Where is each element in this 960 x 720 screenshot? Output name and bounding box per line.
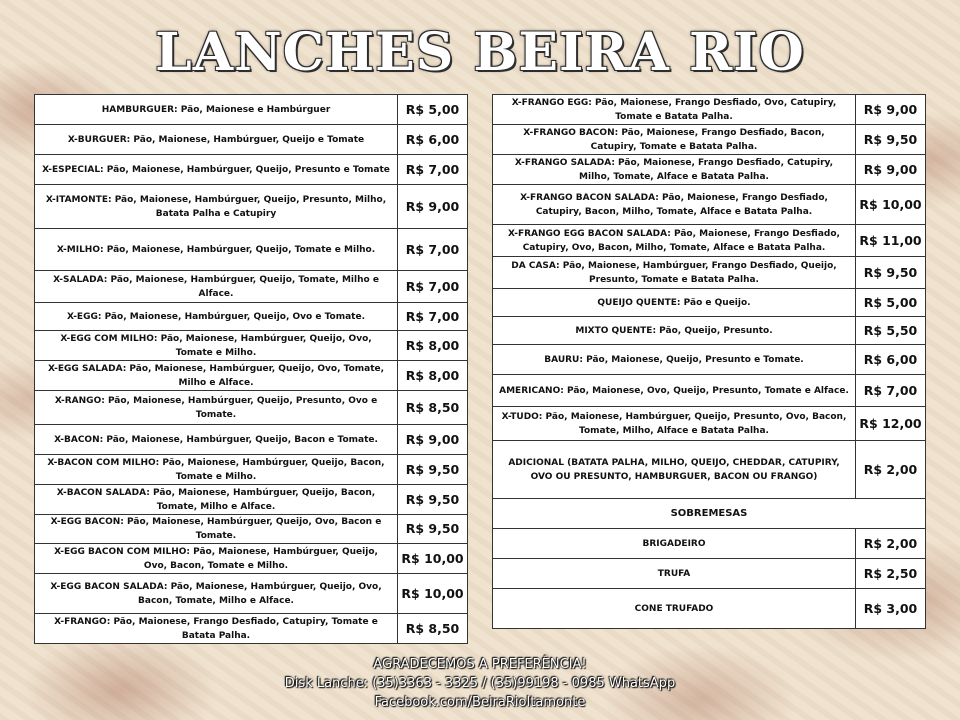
item-description: X-SALADA: Pão, Maionese, Hambúrguer, Queijo, Tomate, Milho e Alface. (35, 271, 398, 303)
page-title: LANCHES BEIRA RIO (155, 22, 805, 83)
item-price: R$ 8,00 (398, 331, 468, 361)
menu-item-row (35, 185, 468, 229)
menu-item-row (35, 331, 468, 361)
item-price: R$ 9,50 (398, 455, 468, 485)
item-description: TRUFA (493, 559, 856, 589)
item-description: X-EGG COM MILHO: Pão, Maionese, Hambúrguer, Queijo, Ovo, Tomate e Milho. (35, 331, 398, 361)
item-description: X-MILHO: Pão, Maionese, Hambúrguer, Queijo, Tomate e Milho. (35, 229, 398, 271)
menu-item-row (493, 375, 926, 407)
footer-thanks: AGRADECEMOS A PREFERÊNCIA! (373, 657, 587, 672)
item-description: X-EGG BACON: Pão, Maionese, Hambúrguer, Queijo, Ovo, Bacon e Tomate. (35, 515, 398, 544)
item-description: X-FRANGO EGG BACON SALADA: Pão, Maionese, Frango Desfiado, Catupiry, Ovo, Bacon, Milho, Tomate, Alface e Batata Palha. (493, 225, 856, 257)
menu-item-row (493, 589, 926, 629)
footer-phone: Disk Lanche: (35)3363 - 3325 / (35)99198 - 0985 WhatsApp (284, 676, 676, 691)
menu-item-row (35, 614, 468, 644)
desserts-header: SOBREMESAS (493, 499, 926, 529)
item-price: R$ 9,00 (856, 155, 926, 185)
item-description: X-BACON COM MILHO: Pão, Maionese, Hambúrguer, Queijo, Bacon, Tomate e Milho. (35, 455, 398, 485)
item-description: X-FRANGO BACON: Pão, Maionese, Frango Desfiado, Bacon, Catupiry, Tomate e Batata Palha. (493, 125, 856, 155)
item-description: X-BACON: Pão, Maionese, Hambúrguer, Queijo, Bacon e Tomate. (35, 425, 398, 455)
item-description: ADICIONAL (BATATA PALHA, MILHO, QUEIJO, CHEDDAR, CATUPIRY, OVO OU PRESUNTO, HAMBURGUER, BACON OU FRANGO) (493, 441, 856, 499)
item-price: R$ 5,00 (398, 95, 468, 125)
item-price: R$ 9,00 (398, 185, 468, 229)
menu-item-row (35, 425, 468, 455)
item-price: R$ 7,00 (398, 271, 468, 303)
item-price: R$ 10,00 (856, 185, 926, 225)
desserts-section-row (493, 499, 926, 529)
item-price: R$ 7,00 (398, 155, 468, 185)
item-description: X-EGG: Pão, Maionese, Hambúrguer, Queijo, Ovo e Tomate. (35, 303, 398, 331)
item-description: CONE TRUFADO (493, 589, 856, 629)
menu-item-row (493, 289, 926, 317)
menu-table-left (34, 94, 468, 644)
item-description: BAURU: Pão, Maionese, Queijo, Presunto e Tomate. (493, 345, 856, 375)
menu-item-row (35, 155, 468, 185)
item-price: R$ 5,00 (856, 289, 926, 317)
item-description: X-EGG BACON COM MILHO: Pão, Maionese, Hambúrguer, Queijo, Ovo, Bacon, Tomate e Milho. (35, 544, 398, 574)
item-price: R$ 2,00 (856, 529, 926, 559)
item-price: R$ 8,00 (398, 361, 468, 391)
item-price: R$ 12,00 (856, 407, 926, 441)
item-description: X-TUDO: Pão, Maionese, Hambúrguer, Queijo, Presunto, Ovo, Bacon, Tomate, Milho, Alface e Batata Palha. (493, 407, 856, 441)
menu-item-row (35, 303, 468, 331)
item-price: R$ 10,00 (398, 544, 468, 574)
item-price: R$ 11,00 (856, 225, 926, 257)
item-description: BRIGADEIRO (493, 529, 856, 559)
item-description: X-FRANGO EGG: Pão, Maionese, Frango Desfiado, Ovo, Catupiry, Tomate e Batata Palha. (493, 95, 856, 125)
item-price: R$ 9,50 (398, 485, 468, 515)
menu-item-row (493, 441, 926, 499)
item-description: X-ITAMONTE: Pão, Maionese, Hambúrguer, Queijo, Presunto, Milho, Batata Palha e Catupiry (35, 185, 398, 229)
item-price: R$ 6,00 (398, 125, 468, 155)
item-price: R$ 7,00 (398, 229, 468, 271)
item-description: HAMBURGUER: Pão, Maionese e Hambúrguer (35, 95, 398, 125)
item-price: R$ 7,00 (398, 303, 468, 331)
item-description: X-FRANGO: Pão, Maionese, Frango Desfiado, Catupiry, Tomate e Batata Palha. (35, 614, 398, 644)
menu-item-row (35, 485, 468, 515)
menu-item-row (493, 225, 926, 257)
menu-item-row (493, 155, 926, 185)
item-price: R$ 2,50 (856, 559, 926, 589)
menu-item-row (35, 455, 468, 485)
item-price: R$ 9,50 (856, 125, 926, 155)
menu-item-row (35, 361, 468, 391)
item-description: X-BACON SALADA: Pão, Maionese, Hambúrguer, Queijo, Bacon, Tomate, Milho e Alface. (35, 485, 398, 515)
footer-facebook: Facebook.com/BeiraRioItamonte (374, 695, 586, 710)
menu-item-row (493, 125, 926, 155)
menu-item-row (493, 95, 926, 125)
item-price: R$ 9,50 (398, 515, 468, 544)
item-description: X-FRANGO BACON SALADA: Pão, Maionese, Frango Desfiado, Catupiry, Bacon, Milho, Tomate, Alface e Batata Palha. (493, 185, 856, 225)
item-price: R$ 5,50 (856, 317, 926, 345)
item-description: X-EGG SALADA: Pão, Maionese, Hambúrguer, Queijo, Ovo, Tomate, Milho e Alface. (35, 361, 398, 391)
item-price: R$ 10,00 (398, 574, 468, 614)
item-description: AMERICANO: Pão, Maionese, Ovo, Queijo, Presunto, Tomate e Alface. (493, 375, 856, 407)
item-price: R$ 6,00 (856, 345, 926, 375)
menu-item-row (35, 515, 468, 544)
item-price: R$ 9,50 (856, 257, 926, 289)
menu-item-row (493, 407, 926, 441)
item-price: R$ 8,50 (398, 391, 468, 425)
menu-item-row (35, 271, 468, 303)
item-price: R$ 9,00 (398, 425, 468, 455)
menu-item-row (35, 574, 468, 614)
item-description: X-BURGUER: Pão, Maionese, Hambúrguer, Queijo e Tomate (35, 125, 398, 155)
menu-item-row (493, 529, 926, 559)
item-price: R$ 3,00 (856, 589, 926, 629)
item-description: MIXTO QUENTE: Pão, Queijo, Presunto. (493, 317, 856, 345)
menu-item-row (493, 317, 926, 345)
menu-item-row (35, 391, 468, 425)
item-description: QUEIJO QUENTE: Pão e Queijo. (493, 289, 856, 317)
item-price: R$ 2,00 (856, 441, 926, 499)
item-price: R$ 9,00 (856, 95, 926, 125)
item-description: X-FRANGO SALADA: Pão, Maionese, Frango Desfiado, Catupiry, Milho, Tomate, Alface e Batata Palha. (493, 155, 856, 185)
menu-item-row (493, 559, 926, 589)
menu-item-row (493, 257, 926, 289)
item-description: X-RANGO: Pão, Maionese, Hambúrguer, Queijo, Presunto, Ovo e Tomate. (35, 391, 398, 425)
menu-item-row (35, 544, 468, 574)
menu-item-row (35, 125, 468, 155)
item-price: R$ 8,50 (398, 614, 468, 644)
item-description: X-ESPECIAL: Pão, Maionese, Hambúrguer, Queijo, Presunto e Tomate (35, 155, 398, 185)
menu-item-row (493, 185, 926, 225)
menu-item-row (35, 95, 468, 125)
item-price: R$ 7,00 (856, 375, 926, 407)
menu-item-row (493, 345, 926, 375)
menu-table-right (492, 94, 926, 629)
item-description: X-EGG BACON SALADA: Pão, Maionese, Hambúrguer, Queijo, Ovo, Bacon, Tomate, Milho e Alface. (35, 574, 398, 614)
item-description: DA CASA: Pão, Maionese, Hambúrguer, Frango Desfiado, Queijo, Presunto, Tomate e Batata Palha. (493, 257, 856, 289)
menu-item-row (35, 229, 468, 271)
